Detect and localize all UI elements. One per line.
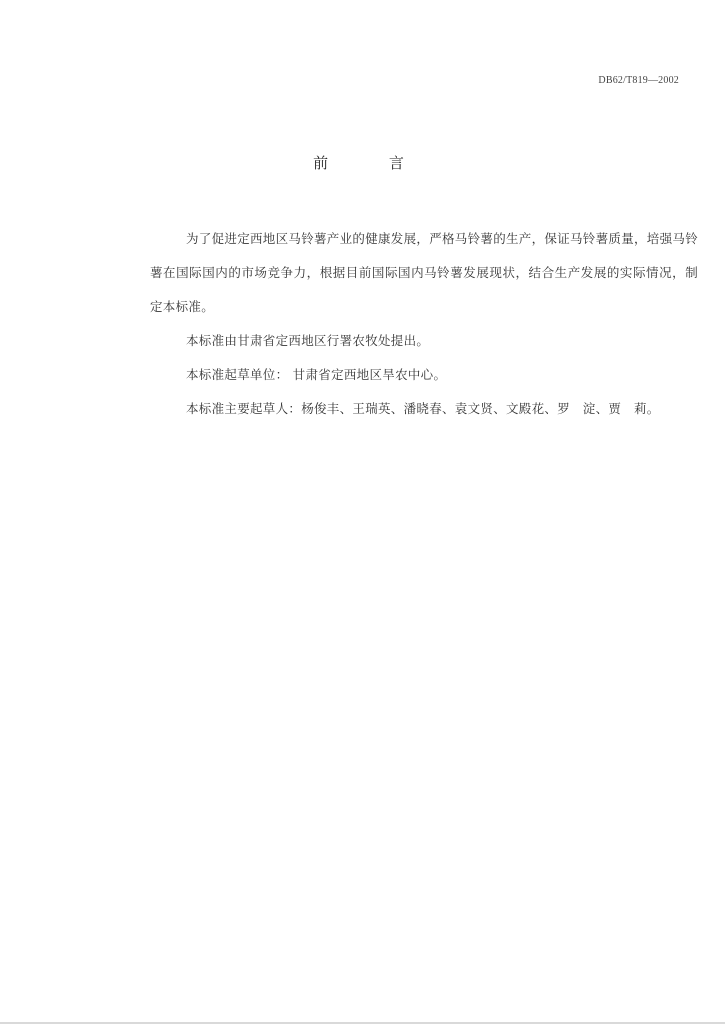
body-text xyxy=(150,222,698,426)
paragraph-drafters: 本标准主要起草人：杨俊丰、王瑞英、潘晓春、袁文贤、文殿花、罗 淀、贾 莉。 xyxy=(186,401,660,416)
paragraph-purpose: 为了促进定西地区马铃薯产业的健康发展，严格马铃薯的生产，保证马铃薯质量，培强马铃薯在国际国内的市场竞争力，根据目前国际国内马铃薯发展现状，结合生产发展的实际情况，制定本标准。 xyxy=(150,231,699,314)
document-code: DB62/T819—2002 xyxy=(598,75,679,86)
paragraph-drafting-unit: 本标准起草单位： 甘肃省定西地区旱农中心。 xyxy=(186,367,447,382)
paragraph-proposer: 本标准由甘肃省定西地区行署农牧处提出。 xyxy=(186,333,430,348)
page-title: 前 言 xyxy=(313,154,432,172)
